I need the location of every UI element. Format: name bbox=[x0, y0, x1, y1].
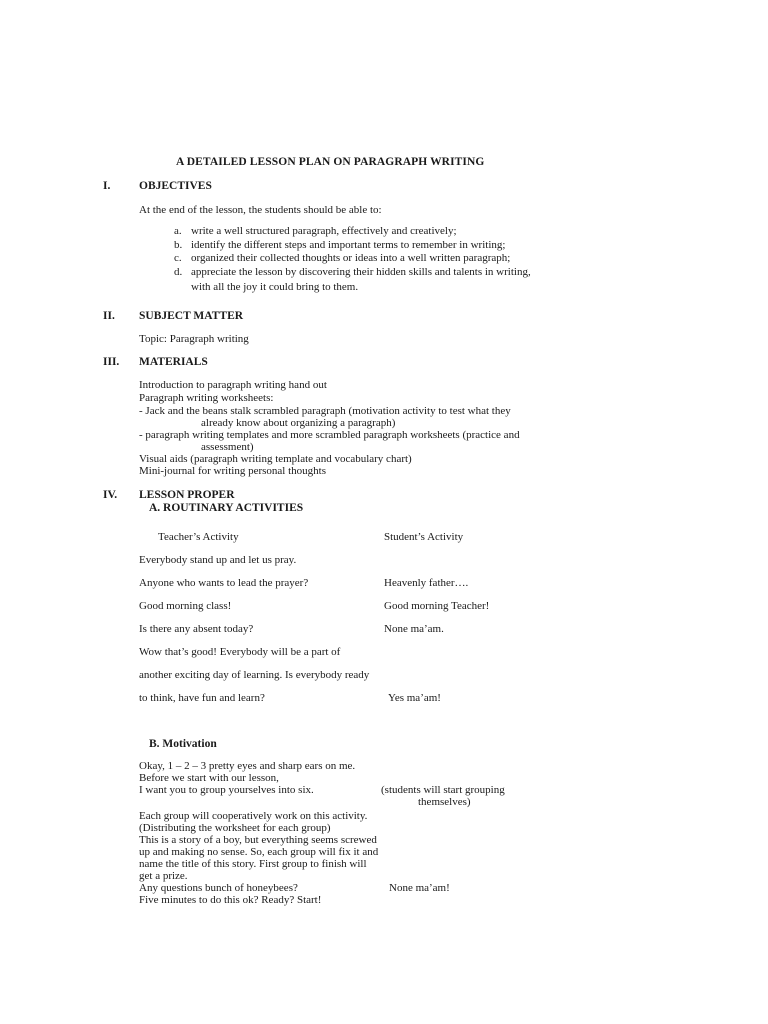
section-heading-materials: MATERIALS bbox=[139, 356, 208, 368]
student-grouping-line: (students will start grouping bbox=[381, 784, 505, 796]
objective-marker: a. bbox=[174, 225, 182, 237]
materials-line: - paragraph writing templates and more scrambled paragraph worksheets (practice and bbox=[139, 429, 520, 441]
student-line: Good morning Teacher! bbox=[384, 600, 490, 612]
motivation-line: Okay, 1 – 2 – 3 pretty eyes and sharp ears on me. bbox=[139, 760, 356, 772]
teacher-line: Wow that’s good! Everybody will be a part of bbox=[139, 646, 341, 658]
objective-item: identify the different steps and important terms to remember in writing; bbox=[191, 239, 506, 251]
motivation-line: Any questions bunch of honeybees? bbox=[139, 882, 298, 894]
section-heading-lesson-proper: LESSON PROPER bbox=[139, 489, 235, 501]
materials-line: - Jack and the beans stalk scrambled paragraph (motivation activity to test what they bbox=[139, 405, 511, 417]
section-heading-objectives: OBJECTIVES bbox=[139, 180, 212, 192]
objective-marker: c. bbox=[174, 252, 182, 264]
objective-item: appreciate the lesson by discovering their hidden skills and talents in writing, bbox=[191, 266, 531, 278]
section-numeral-materials: III. bbox=[103, 356, 120, 368]
materials-line: Visual aids (paragraph writing template and vocabulary chart) bbox=[139, 453, 412, 465]
teacher-line: Everybody stand up and let us pray. bbox=[139, 554, 297, 566]
materials-line: Mini-journal for writing personal thoughts bbox=[139, 465, 326, 477]
motivation-line: Before we start with our lesson, bbox=[139, 772, 279, 784]
materials-line: already know about organizing a paragraph) bbox=[201, 417, 396, 429]
teacher-line: to think, have fun and learn? bbox=[139, 692, 265, 704]
teacher-line: Is there any absent today? bbox=[139, 623, 254, 635]
motivation-line: I want you to group yourselves into six. bbox=[139, 784, 314, 796]
objective-item: write a well structured paragraph, effectively and creatively; bbox=[191, 225, 457, 237]
motivation-line: This is a story of a boy, but everything seems screwed bbox=[139, 834, 377, 846]
teacher-line: Good morning class! bbox=[139, 600, 232, 612]
objective-marker: d. bbox=[174, 266, 183, 278]
motivation-line: Five minutes to do this ok? Ready? Start! bbox=[139, 894, 322, 906]
motivation-line: (Distributing the worksheet for each group) bbox=[139, 822, 331, 834]
teacher-activity-header: Teacher’s Activity bbox=[158, 531, 239, 543]
section-numeral-subject-matter: II. bbox=[103, 310, 115, 322]
student-grouping-line: themselves) bbox=[418, 796, 471, 808]
objectives-intro: At the end of the lesson, the students should be able to: bbox=[139, 204, 382, 216]
subsection-heading-motivation: B. Motivation bbox=[149, 738, 217, 750]
motivation-line: get a prize. bbox=[139, 870, 188, 882]
objective-item-continuation: with all the joy it could bring to them. bbox=[191, 281, 359, 293]
materials-line: Paragraph writing worksheets: bbox=[139, 392, 274, 404]
teacher-line: Anyone who wants to lead the prayer? bbox=[139, 577, 309, 589]
objective-item: organized their collected thoughts or ideas into a well written paragraph; bbox=[191, 252, 511, 264]
subsection-heading-routinary: A. ROUTINARY ACTIVITIES bbox=[149, 502, 304, 514]
student-line: None ma’am! bbox=[389, 882, 450, 894]
objective-marker: b. bbox=[174, 239, 183, 251]
section-heading-subject-matter: SUBJECT MATTER bbox=[139, 310, 244, 322]
motivation-line: name the title of this story. First group to finish will bbox=[139, 858, 367, 870]
section-numeral-lesson-proper: IV. bbox=[103, 489, 118, 501]
page-title: A DETAILED LESSON PLAN ON PARAGRAPH WRITING bbox=[176, 156, 485, 168]
motivation-line: Each group will cooperatively work on this activity. bbox=[139, 810, 368, 822]
materials-line: assessment) bbox=[201, 441, 254, 453]
teacher-line: another exciting day of learning. Is everybody ready bbox=[139, 669, 370, 681]
materials-line: Introduction to paragraph writing hand out bbox=[139, 379, 327, 391]
student-line: None ma’am. bbox=[384, 623, 444, 635]
student-activity-header: Student’s Activity bbox=[384, 531, 464, 543]
student-line: Yes ma’am! bbox=[388, 692, 441, 704]
student-line: Heavenly father…. bbox=[384, 577, 469, 589]
motivation-line: up and making no sense. So, each group will fix it and bbox=[139, 846, 379, 858]
section-numeral-objectives: I. bbox=[103, 180, 111, 192]
subject-topic: Topic: Paragraph writing bbox=[139, 333, 249, 345]
